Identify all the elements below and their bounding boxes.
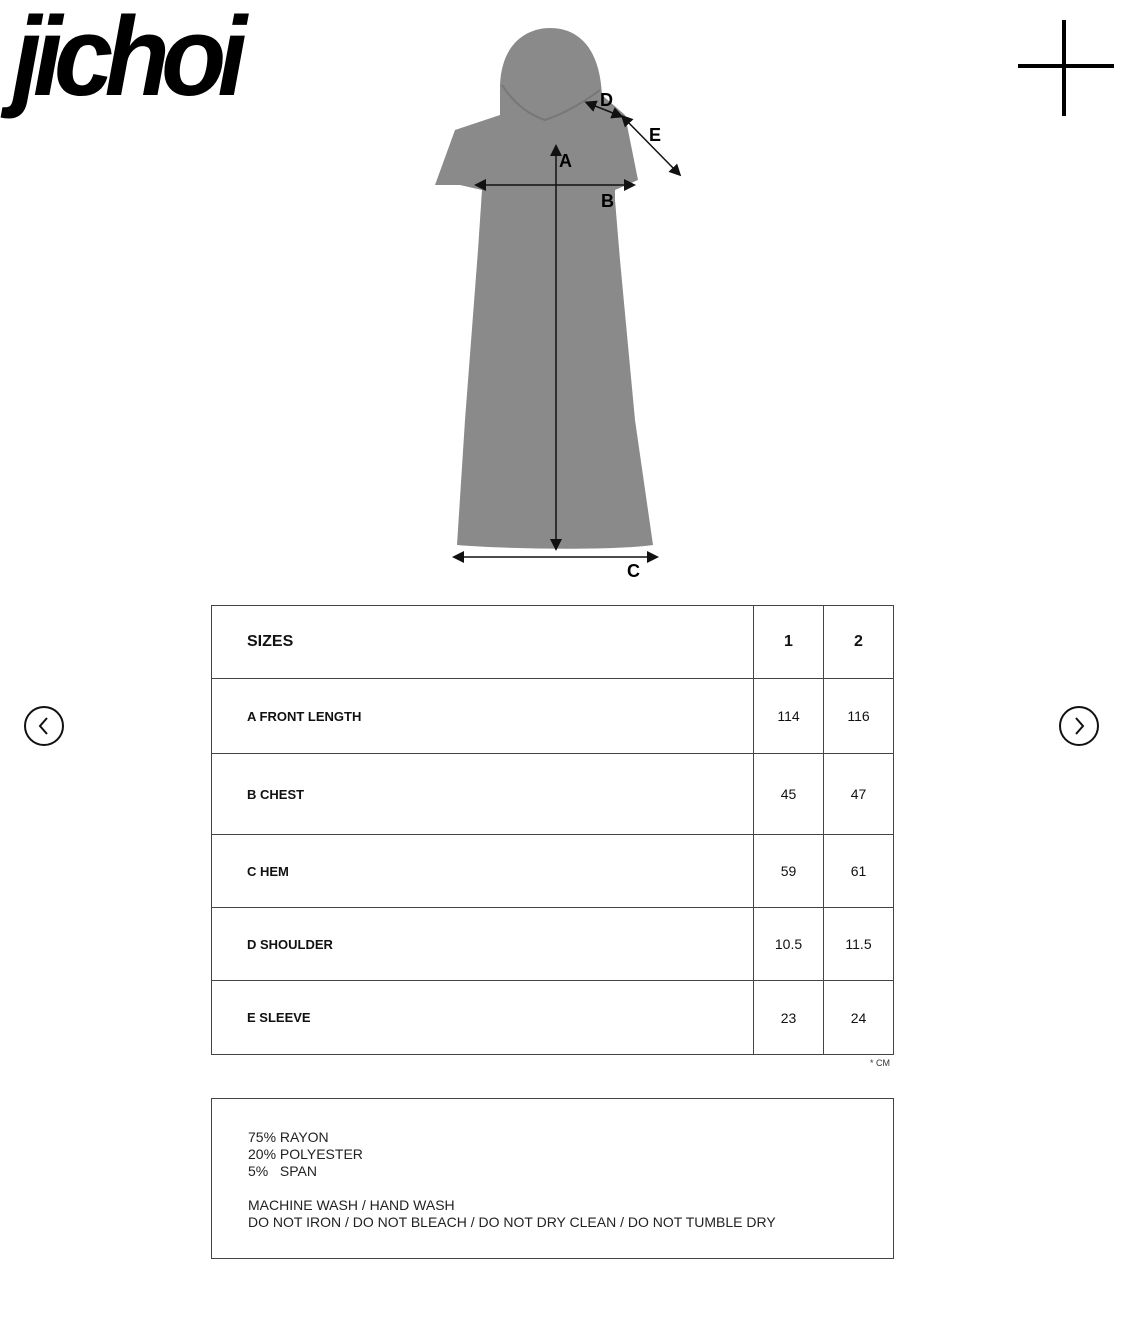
size-column-1: 1	[754, 606, 824, 679]
row-value: 11.5	[824, 908, 894, 981]
row-label: A FRONT LENGTH	[212, 679, 754, 754]
header-label: SIZES	[212, 606, 754, 679]
row-value: 24	[824, 981, 894, 1055]
table-row	[212, 908, 894, 981]
dress-measurement-diagram	[420, 20, 690, 585]
table-row	[212, 835, 894, 908]
care-line: DO NOT IRON / DO NOT BLEACH / DO NOT DRY CLEAN / DO NOT TUMBLE DRY	[248, 1214, 776, 1230]
table-row	[212, 679, 894, 754]
care-line: MACHINE WASH / HAND WASH	[248, 1197, 455, 1213]
chevron-left-icon	[36, 716, 52, 736]
row-value: 61	[824, 835, 894, 908]
next-image-button[interactable]	[1059, 706, 1099, 746]
size-table	[211, 605, 894, 1055]
row-value: 45	[754, 754, 824, 835]
composition-line: 5% SPAN	[248, 1163, 317, 1179]
row-value: 114	[754, 679, 824, 754]
previous-image-button[interactable]	[24, 706, 64, 746]
label-e: E	[649, 125, 662, 145]
table-header-row	[212, 606, 894, 679]
table-row	[212, 754, 894, 835]
composition-line: 75% RAYON	[248, 1129, 329, 1145]
label-b: B	[601, 191, 614, 211]
table-row	[212, 981, 894, 1055]
dress-shape	[435, 28, 653, 549]
row-value: 116	[824, 679, 894, 754]
label-a: A	[559, 151, 572, 171]
brand-logo[interactable]: jichoi	[12, 0, 239, 119]
menu-plus-icon[interactable]	[1018, 20, 1114, 116]
row-label: D SHOULDER	[212, 908, 754, 981]
row-value: 10.5	[754, 908, 824, 981]
row-label: B CHEST	[212, 754, 754, 835]
chevron-right-icon	[1071, 716, 1087, 736]
row-value: 59	[754, 835, 824, 908]
unit-note: * CM	[870, 1058, 890, 1068]
size-column-2: 2	[824, 606, 894, 679]
row-value: 23	[754, 981, 824, 1055]
row-label: E SLEEVE	[212, 981, 754, 1055]
label-d: D	[600, 90, 613, 110]
row-value: 47	[824, 754, 894, 835]
label-c: C	[627, 561, 640, 581]
fabric-care-box	[211, 1098, 894, 1259]
row-label: C HEM	[212, 835, 754, 908]
composition-line: 20% POLYESTER	[248, 1146, 363, 1162]
